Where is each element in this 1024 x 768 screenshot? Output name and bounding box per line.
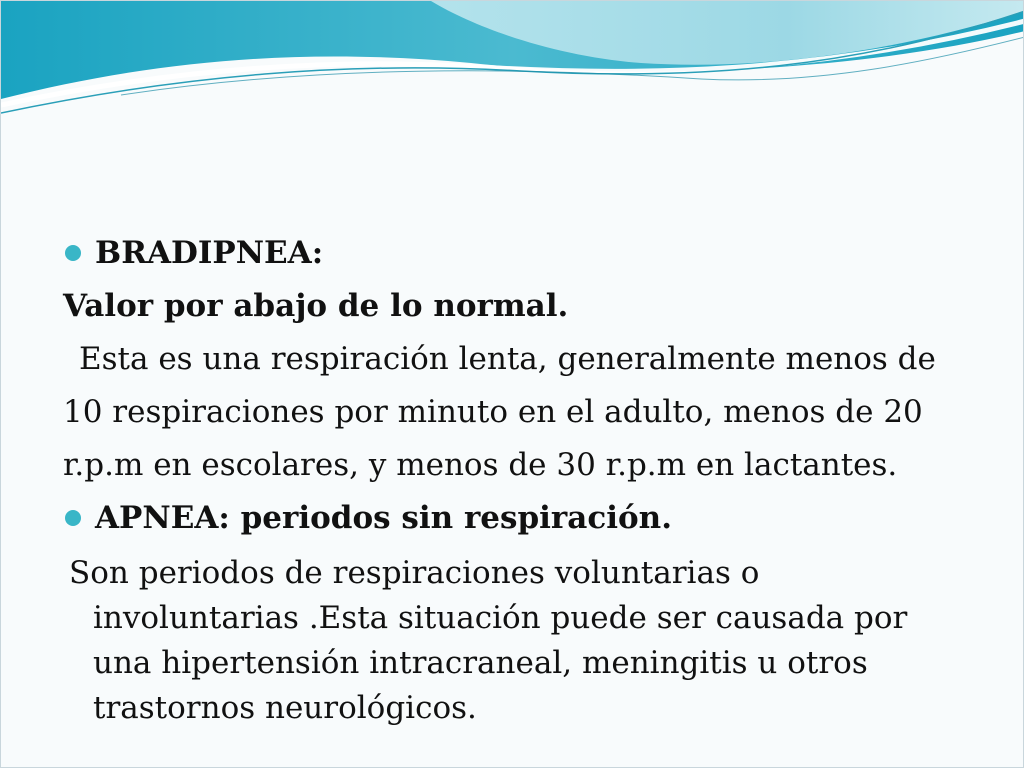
apnea-heading: APNEA: periodos sin respiración. xyxy=(95,500,672,536)
bullet-bradipnea xyxy=(63,227,963,280)
bullet-dot-icon xyxy=(65,245,81,261)
bradipnea-heading: BRADIPNEA: xyxy=(95,235,324,271)
bradipnea-subtitle: Valor por abajo de lo normal. xyxy=(63,288,569,324)
bullet-apnea xyxy=(63,492,963,545)
apnea-line-2: involuntarias .Esta situación puede ser causada por xyxy=(93,600,908,636)
apnea-paragraph xyxy=(63,551,963,731)
wave-banner xyxy=(1,1,1024,131)
bradipnea-line-3: r.p.m en escolares, y menos de 30 r.p.m en lactantes. xyxy=(63,447,898,483)
bullet-dot-icon xyxy=(65,510,81,526)
bradipnea-line-2: 10 respiraciones por minuto en el adulto, menos de 20 xyxy=(63,394,923,430)
slide-content xyxy=(63,227,963,731)
bradipnea-line-1: Esta es una respiración lenta, generalmente menos de xyxy=(79,341,936,377)
apnea-line-3: una hipertensión intracraneal, meningitis u otros xyxy=(93,645,868,681)
apnea-line-4: trastornos neurológicos. xyxy=(93,690,477,726)
apnea-line-1: Son periodos de respiraciones voluntarias o xyxy=(69,555,760,591)
